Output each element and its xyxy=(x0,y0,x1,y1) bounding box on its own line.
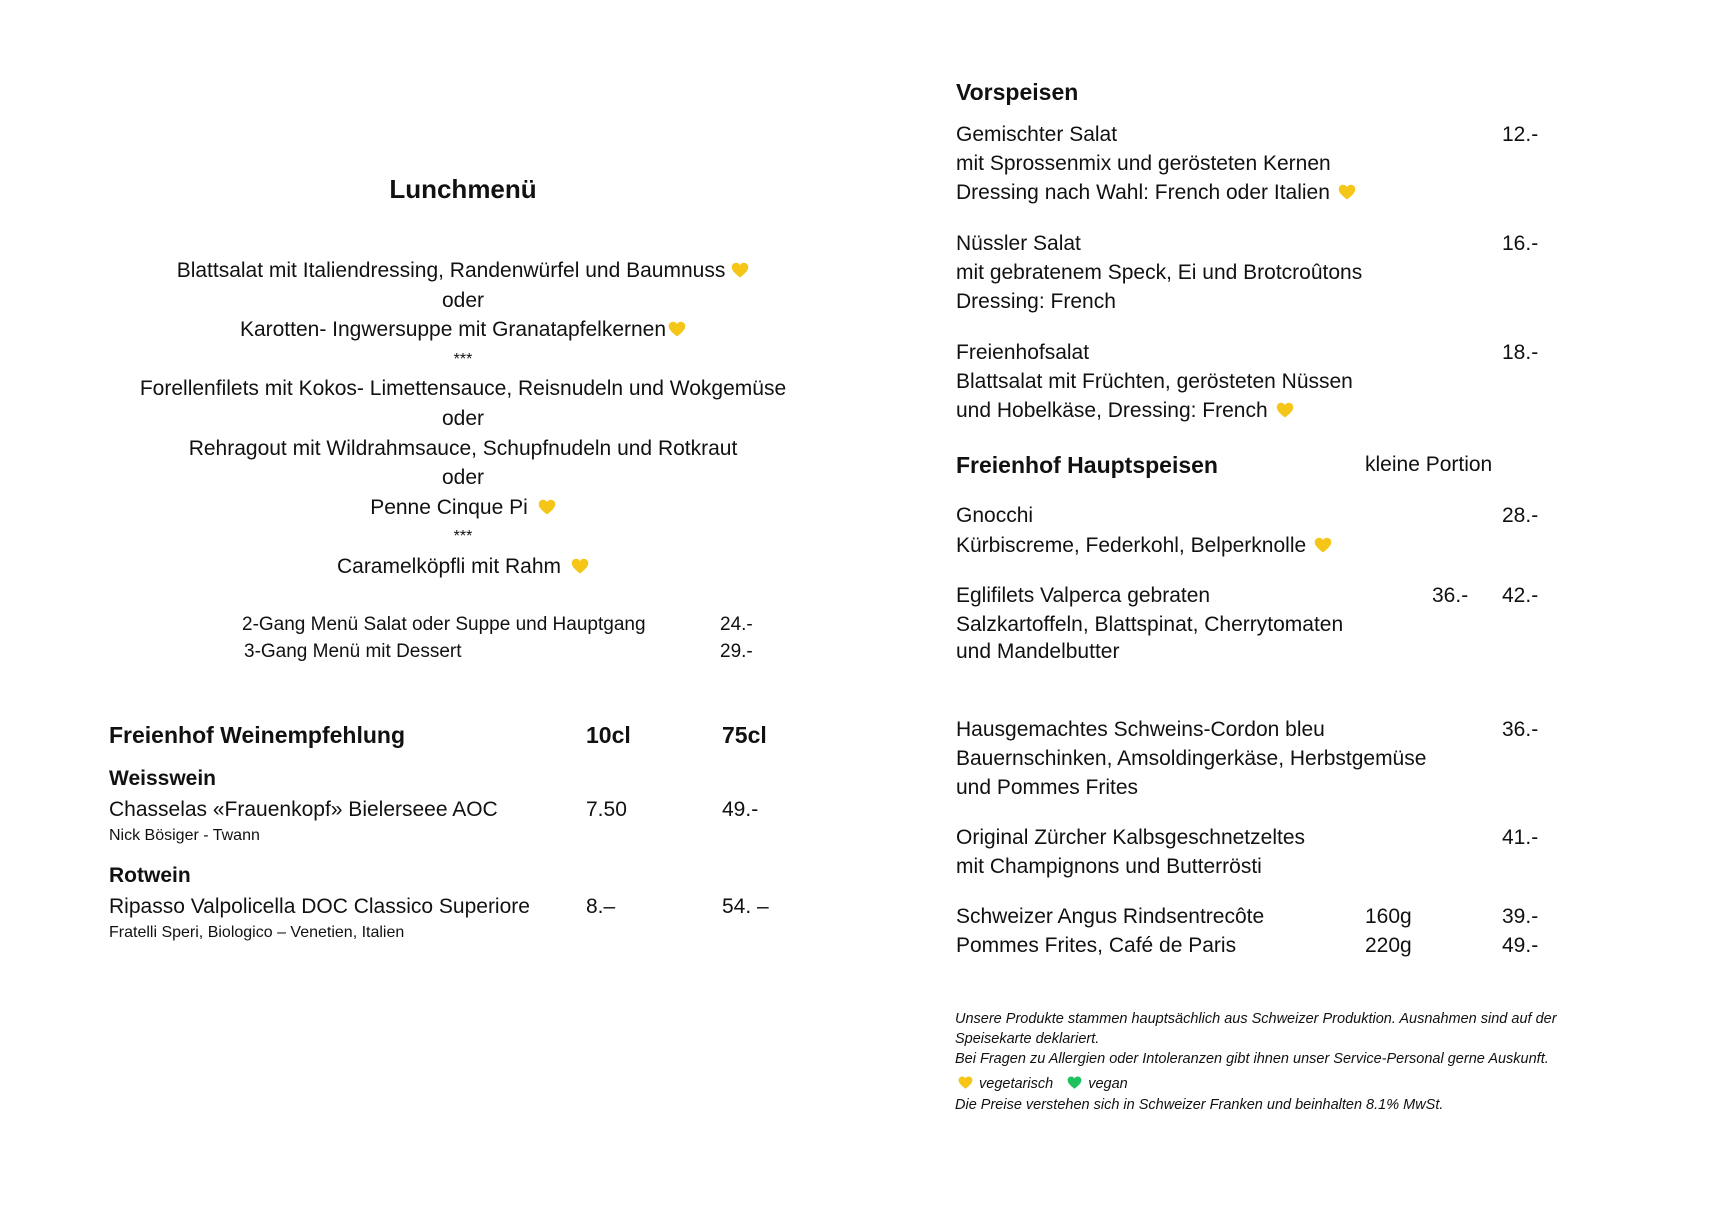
white-wine-price-small: 7.50 xyxy=(586,798,627,821)
legend: vegetarisch vegan xyxy=(958,1075,1128,1092)
main-name: Original Zürcher Kalbsgeschnetzeltes xyxy=(956,826,1306,849)
main-desc: Bauernschinken, Amsoldingerkäse, Herbstgemüse xyxy=(956,747,1427,770)
vegetarian-heart-icon xyxy=(1338,183,1356,201)
lunch-separator: *** xyxy=(453,350,473,368)
starter-price: 16.- xyxy=(1502,232,1539,255)
lunch-menu-title: Lunchmenü xyxy=(389,174,537,204)
starter-desc: Blattsalat mit Früchten, gerösteten Nüssen xyxy=(956,370,1353,393)
note-line: Die Preise verstehen sich in Schweizer Franken und beinhalten 8.1% MwSt. xyxy=(955,1097,1444,1113)
main-name: Hausgemachtes Schweins-Cordon bleu xyxy=(956,718,1325,741)
white-wine-name: Chasselas «Frauenkopf» Bielerseee AOC xyxy=(109,798,498,821)
main-desc: und Pommes Frites xyxy=(956,776,1139,799)
starter-desc: mit Sprossenmix und gerösteten Kernen xyxy=(956,152,1331,175)
vegetarian-heart-icon xyxy=(538,498,556,516)
menu-price-value: 24.- xyxy=(720,614,753,635)
vegan-heart-icon xyxy=(1067,1075,1082,1090)
starter-price: 18.- xyxy=(1502,341,1539,364)
lunch-separator: *** xyxy=(453,528,473,546)
red-wine-price-large: 54. – xyxy=(722,895,769,918)
starter-desc: Dressing nach Wahl: French oder Italien xyxy=(956,181,1356,205)
main-desc: Salzkartoffeln, Blattspinat, Cherrytomaten xyxy=(956,613,1344,636)
wine-col-small: 10cl xyxy=(586,722,631,748)
note-line: Bei Fragen zu Allergien oder Intoleranzen gibt ihnen unser Service-Personal gerne Auskunft. xyxy=(955,1051,1549,1067)
starter-desc: Dressing: French xyxy=(956,290,1116,313)
white-wine-price-large: 49.- xyxy=(722,798,759,821)
main-weight: 220g xyxy=(1365,934,1412,957)
wine-title: Freienhof Weinempfehlung xyxy=(109,722,406,748)
lunch-menu-list xyxy=(0,256,926,582)
lunch-item: Rehragout mit Wildrahmsauce, Schupfnudeln und Rotkraut xyxy=(188,436,738,460)
starters-title: Vorspeisen xyxy=(956,79,1079,105)
red-wine-heading: Rotwein xyxy=(109,864,191,887)
lunch-item: oder xyxy=(441,288,485,312)
lunch-item: Caramelköpfli mit Rahm xyxy=(0,552,926,582)
lunch-item: Forellenfilets mit Kokos- Limettensauce, Reisnudeln und Wokgemüse xyxy=(139,377,787,401)
white-wine-producer: Nick Bösiger - Twann xyxy=(109,827,260,844)
main-price-small: 36.- xyxy=(1432,584,1469,607)
vegetarian-heart-icon xyxy=(958,1075,973,1090)
red-wine-producer: Fratelli Speri, Biologico – Venetien, Italien xyxy=(109,924,405,941)
main-price: 36.- xyxy=(1502,718,1539,741)
vegetarian-heart-icon xyxy=(668,320,686,338)
main-desc: Kürbiscreme, Federkohl, Belperknolle xyxy=(956,534,1332,558)
vegetarian-heart-icon xyxy=(1314,536,1332,554)
lunch-item: Karotten- Ingwersuppe mit Granatapfelkernen xyxy=(0,315,926,345)
main-price: 49.- xyxy=(1502,934,1539,957)
lunch-item: oder xyxy=(441,406,485,430)
main-desc: Pommes Frites, Café de Paris xyxy=(956,934,1237,957)
main-price: 28.- xyxy=(1502,504,1539,527)
starter-desc: mit gebratenem Speck, Ei und Brotcroûtons xyxy=(956,261,1363,284)
starter-name: Nüssler Salat xyxy=(956,232,1081,255)
lunch-item: Penne Cinque Pi xyxy=(0,493,926,523)
vegetarian-heart-icon xyxy=(731,261,749,279)
starter-desc: und Hobelkäse, Dressing: French xyxy=(956,399,1294,423)
note-line: Unsere Produkte stammen hauptsächlich aus Schweizer Produktion. Ausnahmen sind auf der xyxy=(955,1011,1557,1027)
vegetarian-heart-icon xyxy=(1276,401,1294,419)
main-name: Eglifilets Valperca gebraten xyxy=(956,584,1211,607)
red-wine-name: Ripasso Valpolicella DOC Classico Superiore xyxy=(109,895,530,918)
menu-price-label: 3-Gang Menü mit Dessert xyxy=(244,641,462,662)
lunch-item: Blattsalat mit Italiendressing, Randenwürfel und Baumnuss xyxy=(0,256,926,286)
main-price: 39.- xyxy=(1502,905,1539,928)
white-wine-heading: Weisswein xyxy=(109,767,216,790)
main-name: Gnocchi xyxy=(956,504,1034,527)
starter-name: Freienhofsalat xyxy=(956,341,1090,364)
menu-price-value: 29.- xyxy=(720,641,753,662)
main-price: 42.- xyxy=(1502,584,1539,607)
starter-price: 12.- xyxy=(1502,123,1539,146)
main-price: 41.- xyxy=(1502,826,1539,849)
main-weight: 160g xyxy=(1365,905,1412,928)
vegetarian-heart-icon xyxy=(571,557,589,575)
starter-name: Gemischter Salat xyxy=(956,123,1118,146)
main-desc: mit Champignons und Butterrösti xyxy=(956,855,1262,878)
wine-col-large: 75cl xyxy=(722,722,767,748)
menu-price-label: 2-Gang Menü Salat oder Suppe und Hauptgang xyxy=(242,614,646,635)
note-line: Speisekarte deklariert. xyxy=(955,1031,1100,1047)
small-portion-label: kleine Portion xyxy=(1365,453,1493,476)
lunch-item: oder xyxy=(441,466,485,490)
main-name: Schweizer Angus Rindsentrecôte xyxy=(956,905,1265,928)
red-wine-price-small: 8.– xyxy=(586,895,616,918)
main-desc: und Mandelbutter xyxy=(956,640,1120,663)
mains-title: Freienhof Hauptspeisen xyxy=(956,452,1218,478)
